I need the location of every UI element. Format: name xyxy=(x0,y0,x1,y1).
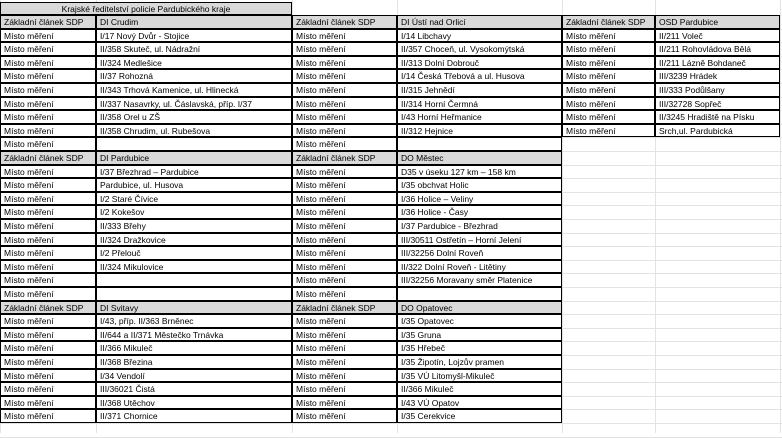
label-cell[interactable]: Místo měření xyxy=(0,165,96,178)
section-header-cell[interactable]: OSD Pardubice xyxy=(655,15,780,29)
label-cell[interactable]: Místo měření xyxy=(0,42,96,56)
section-header-cell[interactable]: DO Opatovec xyxy=(397,301,562,314)
location-cell[interactable]: II/343 Trhová Kamenice, ul. Hlinecká xyxy=(96,83,292,97)
location-cell[interactable]: II/324 Dražkovice xyxy=(96,233,292,246)
location-cell[interactable] xyxy=(397,137,562,151)
location-cell[interactable] xyxy=(96,273,292,287)
location-cell[interactable]: I/35 Opatovec xyxy=(397,314,562,328)
location-cell[interactable] xyxy=(96,137,292,151)
section-header-cell[interactable]: Základní článek SDP xyxy=(0,15,96,29)
label-cell[interactable]: Místo měření xyxy=(0,178,96,192)
label-cell[interactable]: Místo měření xyxy=(292,409,397,423)
label-cell[interactable]: Místo měření xyxy=(0,260,96,273)
section-header-cell[interactable]: DO Městec xyxy=(397,151,562,165)
label-cell[interactable]: Místo měření xyxy=(0,382,96,396)
label-cell[interactable]: Místo měření xyxy=(0,233,96,246)
label-cell[interactable]: Místo měření xyxy=(0,409,96,423)
gridline-v xyxy=(780,0,781,433)
location-cell[interactable]: Srch,ul. Pardubická xyxy=(655,124,780,137)
location-cell[interactable]: I/35 Cerekvice xyxy=(397,409,562,423)
location-cell[interactable] xyxy=(96,287,292,301)
label-cell[interactable]: Místo měření xyxy=(0,314,96,328)
location-cell[interactable]: I/43, příp. II/363 Brněnec xyxy=(96,314,292,328)
location-cell[interactable]: II/368 Březina xyxy=(96,355,292,369)
location-cell[interactable]: I/14 Česká Třebová a ul. Husova xyxy=(397,69,562,83)
label-cell[interactable]: Místo měření xyxy=(562,124,655,137)
label-cell[interactable]: Místo měření xyxy=(292,369,397,382)
label-cell[interactable]: Místo měření xyxy=(292,192,397,205)
label-cell[interactable]: Místo měření xyxy=(0,369,96,382)
label-cell[interactable]: Místo měření xyxy=(292,56,397,69)
label-cell[interactable]: Místo měření xyxy=(292,328,397,341)
location-cell[interactable]: II/366 Mikuleč xyxy=(397,382,562,396)
section-header-cell[interactable]: Základní článek SDP xyxy=(292,151,397,165)
location-cell[interactable]: II/312 Hejnice xyxy=(397,124,562,137)
label-cell[interactable]: Místo měření xyxy=(292,219,397,233)
location-cell[interactable]: III/32256 Moravany směr Platenice xyxy=(397,273,562,287)
location-cell[interactable]: II/324 Mikulovice xyxy=(96,260,292,273)
label-cell[interactable]: Místo měření xyxy=(292,314,397,328)
label-cell[interactable]: Místo měření xyxy=(0,273,96,287)
location-cell[interactable]: I/35 obchvat Holic xyxy=(397,178,562,192)
location-cell[interactable]: II/37 Rohozná xyxy=(96,69,292,83)
label-cell[interactable]: Místo měření xyxy=(292,178,397,192)
location-cell[interactable]: II/211 Rohovládova Bělá xyxy=(655,42,780,56)
location-cell[interactable]: II/322 Dolní Roveň - Litětiny xyxy=(397,260,562,273)
section-header-cell[interactable]: Základní článek SDP xyxy=(0,301,96,314)
label-cell[interactable]: Místo měření xyxy=(292,205,397,219)
location-cell[interactable]: II/315 Jehnědí xyxy=(397,83,562,97)
label-cell[interactable]: Místo měření xyxy=(0,124,96,137)
label-cell[interactable]: Místo měření xyxy=(292,233,397,246)
location-cell[interactable]: I/43 Horní Heřmanice xyxy=(397,110,562,124)
location-cell[interactable]: II/357 Choceň, ul. Vysokomýtská xyxy=(397,42,562,56)
location-cell[interactable]: II/358 Orel u ZŠ xyxy=(96,110,292,124)
location-cell[interactable]: I/35 VÚ Litomyšl-Mikuleč xyxy=(397,369,562,382)
location-cell[interactable]: II/358 Skuteč, ul. Nádražní xyxy=(96,42,292,56)
location-cell[interactable]: II/313 Dolní Dobrouč xyxy=(397,56,562,69)
location-cell[interactable]: Pardubice, ul. Husova xyxy=(96,178,292,192)
label-cell[interactable]: Místo měření xyxy=(0,137,96,151)
location-cell[interactable]: II/211 Lázně Bohdaneč xyxy=(655,56,780,69)
location-cell[interactable]: II/333 Břehy xyxy=(96,219,292,233)
label-cell[interactable]: Místo měření xyxy=(562,56,655,69)
label-cell[interactable]: Místo měření xyxy=(0,56,96,69)
label-cell[interactable]: Místo měření xyxy=(0,355,96,369)
label-cell[interactable]: Místo měření xyxy=(0,246,96,260)
label-cell[interactable]: Místo měření xyxy=(292,69,397,83)
location-cell[interactable]: I/36 Holice - Časy xyxy=(397,205,562,219)
location-cell[interactable]: I/2 Staré Čívice xyxy=(96,192,292,205)
location-cell[interactable]: III/3239 Hrádek xyxy=(655,69,780,83)
section-header-cell[interactable]: Základní článek SDP xyxy=(292,15,397,29)
label-cell[interactable]: Místo měření xyxy=(0,328,96,341)
location-cell[interactable]: II/358 Chrudim, ul. Rubešova xyxy=(96,124,292,137)
label-cell[interactable]: Místo měření xyxy=(562,83,655,97)
section-header-cell[interactable]: DI Ústí nad Orlicí xyxy=(397,15,562,29)
location-cell[interactable]: I/43 VÚ Opatov xyxy=(397,396,562,409)
label-cell[interactable]: Místo měření xyxy=(0,97,96,110)
label-cell[interactable]: Místo měření xyxy=(0,219,96,233)
location-cell[interactable]: I/36 Holice – Veliny xyxy=(397,192,562,205)
label-cell[interactable]: Místo měření xyxy=(292,97,397,110)
location-cell[interactable]: D35 v úseku 127 km – 158 km xyxy=(397,165,562,178)
location-cell[interactable]: II/211 Voleč xyxy=(655,29,780,42)
label-cell[interactable]: Místo měření xyxy=(0,110,96,124)
location-cell[interactable]: I/37 Pardubice - Březhrad xyxy=(397,219,562,233)
location-cell[interactable]: II/324 Medlešice xyxy=(96,56,292,69)
location-cell[interactable]: II/3245 Hradiště na Písku xyxy=(655,110,780,124)
label-cell[interactable]: Místo měření xyxy=(0,83,96,97)
label-cell[interactable]: Místo měření xyxy=(292,246,397,260)
section-header-cell[interactable]: Základní článek SDP xyxy=(562,15,655,29)
label-cell[interactable]: Místo měření xyxy=(292,341,397,355)
label-cell[interactable]: Místo měření xyxy=(0,287,96,301)
label-cell[interactable]: Místo měření xyxy=(292,83,397,97)
location-cell[interactable]: I/14 Libchavy xyxy=(397,29,562,42)
label-cell[interactable]: Místo měření xyxy=(0,29,96,42)
section-header-cell[interactable]: DI Svitavy xyxy=(96,301,292,314)
sheet-title[interactable]: Krajské ředitelství policie Pardubického kraje xyxy=(0,2,292,15)
label-cell[interactable]: Místo měření xyxy=(0,396,96,409)
label-cell[interactable]: Místo měření xyxy=(292,29,397,42)
location-cell[interactable]: II/366 Mikuleč xyxy=(96,341,292,355)
label-cell[interactable]: Místo měření xyxy=(0,205,96,219)
label-cell[interactable]: Místo měření xyxy=(292,124,397,137)
location-cell[interactable]: I/2 Přelouč xyxy=(96,246,292,260)
label-cell[interactable]: Místo měření xyxy=(0,341,96,355)
location-cell[interactable]: II/371 Chornice xyxy=(96,409,292,423)
location-cell[interactable]: I/37 Březhrad – Pardubice xyxy=(96,165,292,178)
location-cell[interactable]: III/30511 Ostřetín – Horní Jelení xyxy=(397,233,562,246)
location-cell[interactable]: III/36021 Čistá xyxy=(96,382,292,396)
label-cell[interactable]: Místo měření xyxy=(0,69,96,83)
gridline-h xyxy=(0,423,782,424)
label-cell[interactable]: Místo měření xyxy=(292,355,397,369)
label-cell[interactable]: Místo měření xyxy=(562,110,655,124)
label-cell[interactable]: Místo měření xyxy=(562,69,655,83)
location-cell[interactable]: I/35 Žipotín, Lojzův pramen xyxy=(397,355,562,369)
location-cell[interactable]: I/17 Nový Dvůr - Stojice xyxy=(96,29,292,42)
label-cell[interactable]: Místo měření xyxy=(292,110,397,124)
location-cell[interactable]: III/32256 Dolní Roveň xyxy=(397,246,562,260)
label-cell[interactable]: Místo měření xyxy=(292,273,397,287)
section-header-cell[interactable]: Základní článek SDP xyxy=(0,151,96,165)
location-cell[interactable]: I/34 Vendolí xyxy=(96,369,292,382)
location-cell[interactable]: II/644 a II/371 Městečko Trnávka xyxy=(96,328,292,341)
location-cell[interactable]: II/368 Utěchov xyxy=(96,396,292,409)
label-cell[interactable]: Místo měření xyxy=(0,192,96,205)
label-cell[interactable]: Místo měření xyxy=(292,42,397,56)
label-cell[interactable]: Místo měření xyxy=(292,287,397,301)
location-cell[interactable]: I/2 Kokešov xyxy=(96,205,292,219)
label-cell[interactable]: Místo měření xyxy=(562,97,655,110)
section-header-cell[interactable]: Základní článek SDP xyxy=(292,301,397,314)
location-cell[interactable]: III/333 Podůlšany xyxy=(655,83,780,97)
section-header-cell[interactable]: DI Crudim xyxy=(96,15,292,29)
location-cell[interactable]: III/32728 Sopřeč xyxy=(655,97,780,110)
location-cell[interactable] xyxy=(397,287,562,301)
location-cell[interactable]: II/314 Horní Čermná xyxy=(397,97,562,110)
label-cell[interactable]: Místo měření xyxy=(562,29,655,42)
location-cell[interactable]: I/35 Hřebeč xyxy=(397,341,562,355)
section-header-cell[interactable]: DI Pardubice xyxy=(96,151,292,165)
label-cell[interactable]: Místo měření xyxy=(562,42,655,56)
location-cell[interactable]: II/337 Nasavrky, ul. Čáslavská, příp. I/37 xyxy=(96,97,292,110)
label-cell[interactable]: Místo měření xyxy=(292,396,397,409)
location-cell[interactable]: I/35 Gruna xyxy=(397,328,562,341)
label-cell[interactable]: Místo měření xyxy=(292,382,397,396)
label-cell[interactable]: Místo měření xyxy=(292,137,397,151)
label-cell[interactable]: Místo měření xyxy=(292,260,397,273)
label-cell[interactable]: Místo měření xyxy=(292,165,397,178)
